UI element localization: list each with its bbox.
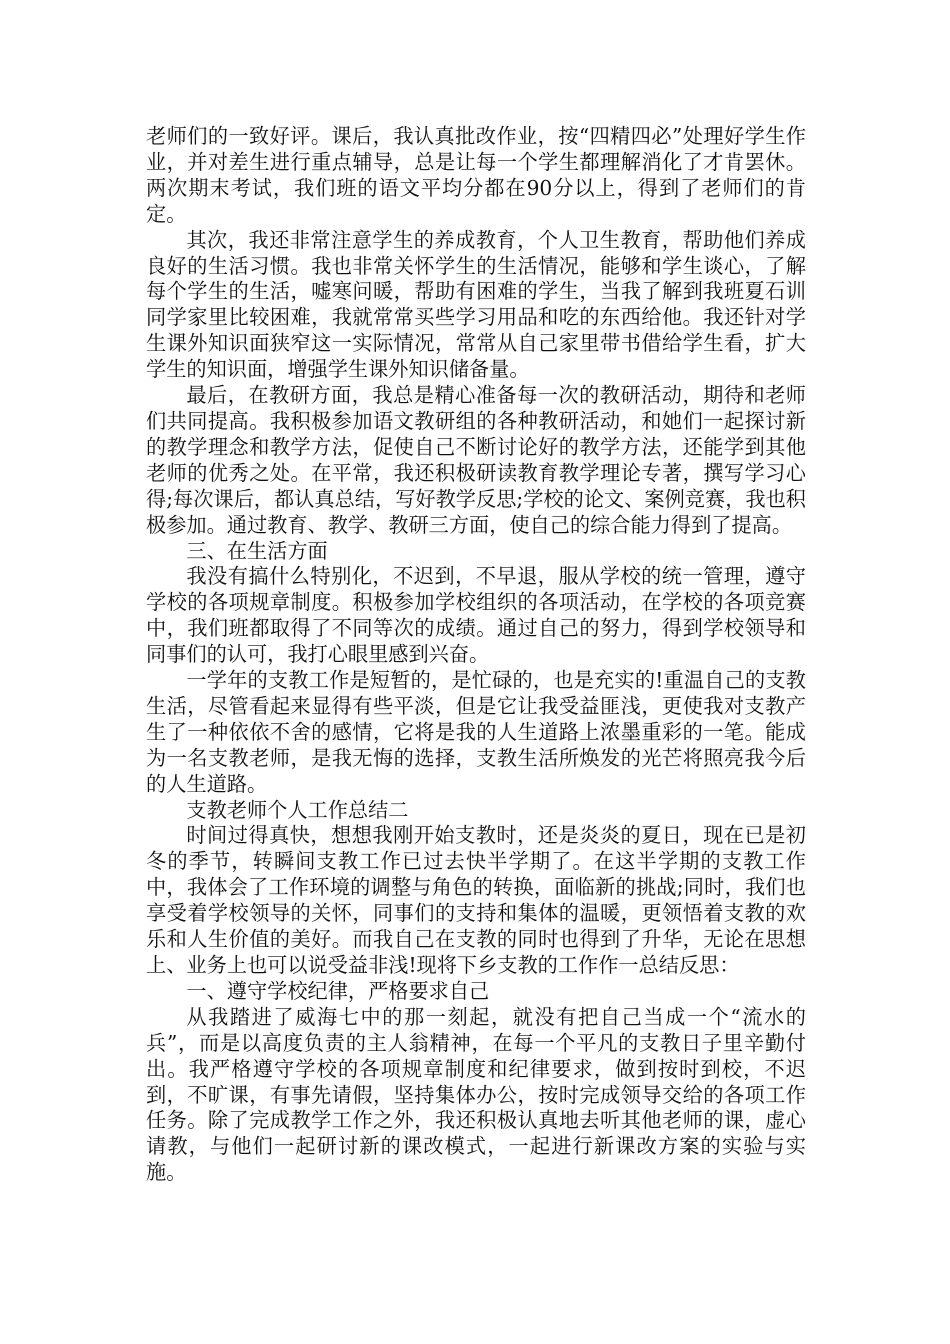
paragraph: 一学年的支教工作是短暂的，是忙碌的，也是充实的!重温自己的支教生活，尽管看起来显得有些平淡，但是它让我受益匪浅，更使我对支教产生了一种依依不舍的感情，它将是我的人生道路上浓墨重彩的一笔。能成为一名支教老师，是我无悔的选择，支教生活所焕发的光芒将照亮我今后的人生道路。 [146,668,806,796]
paragraph: 最后，在教研方面，我总是精心准备每一次的教研活动，期待和老师们共同提高。我积极参加语文教研组的各种教研活动，和她们一起探讨新的教学理念和教学方法，促使自己不断讨论好的教学方法，还能学到其他老师的优秀之处。在平常，我还积极研读教育教学理论专著，撰写学习心得;每次课后，都认真总结，写好教学反思;学校的论文、案例竞赛，我也积极参加。通过教育、教学、教研三方面，使自己的综合能力得到了提高。 [146,383,806,537]
paragraph: 老师们的一致好评。课后，我认真批改作业，按“四精四必”处理好学生作业，并对差生进行重点辅导，总是让每一个学生都理解消化了才肯罢休。两次期末考试，我们班的语文平均分都在90分以上，得到了老师们的肯定。 [146,124,806,226]
section-heading: 三、在生活方面 [186,538,328,563]
document-body [146,124,806,1186]
section-heading: 一、遵守学校纪律，严格要求自己 [186,978,490,1003]
paragraph: 从我踏进了威海七中的那一刻起，就没有把自己当成一个“流水的兵”，而是以高度负责的主人翁精神，在每一个平凡的支教日子里辛勤付出。我严格遵守学校的各项规章制度和纪律要求，做到按时到校，不迟到，不旷课，有事先请假，坚持集体办公，按时完成领导交给的各项工作任务。除了完成教学工作之外，我还积极认真地去听其他老师的课，虚心请教，与他们一起研讨新的课改模式，一起进行新课改方案的实验与实施。 [146,1004,806,1185]
paragraph: 其次，我还非常注意学生的养成教育，个人卫生教育，帮助他们养成良好的生活习惯。我也非常关怀学生的生活情况，能够和学生谈心，了解每个学生的生活，嘘寒问暖，帮助有困难的学生，当我了解到我班夏石训同学家里比较困难，我就常常买些学习用品和吃的东西给他。我还针对学生课外知识面狭窄这一实际情况，常常从自己家里带书借给学生看，扩大学生的知识面，增强学生课外知识储备量。 [146,227,806,382]
section-heading: 支教老师个人工作总结二 [186,797,409,822]
paragraph: 时间过得真快，想想我刚开始支教时，还是炎炎的夏日，现在已是初冬的季节，转瞬间支教工作已过去快半学期了。在这半学期的支教工作中，我体会了工作环境的调整与角色的转换，面临新的挑战;同时，我们也享受着学校领导的关怀，同事们的支持和集体的温暖，更领悟着支教的欢乐和人生价值的美好。而我自己在支教的同时也得到了升华，无论在思想上、业务上也可以说受益非浅!现将下乡支教的工作作一总结反思： [146,823,806,977]
paragraph: 我没有搞什么特别化，不迟到，不早退，服从学校的统一管理，遵守学校的各项规章制度。积极参加学校组织的各项活动，在学校的各项竞赛中，我们班都取得了不同等次的成绩。通过自己的努力，得到学校领导和同事们的认可，我打心眼里感到兴奋。 [146,564,806,667]
